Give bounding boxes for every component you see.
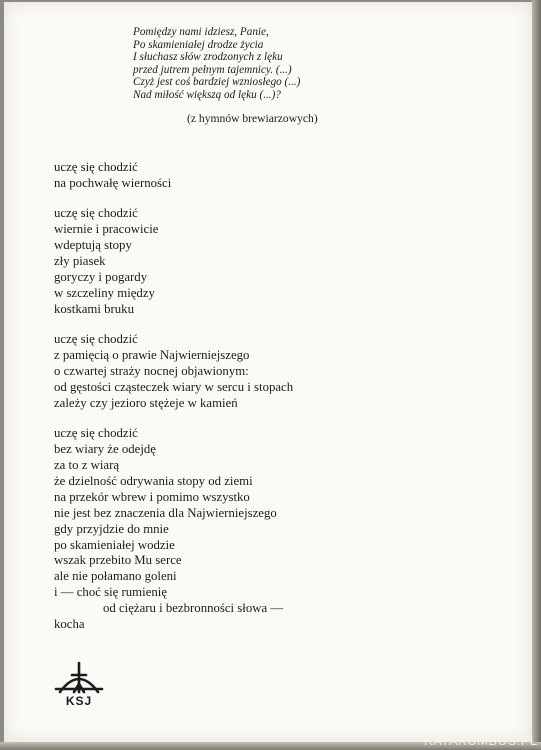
epigraph-line: I słuchasz słów zrodzonych z lęku bbox=[133, 51, 283, 64]
poem-line: goryczy i pogardy bbox=[54, 269, 148, 284]
poem-line: wiernie i pracowicie bbox=[54, 222, 159, 237]
poem-line: kocha bbox=[54, 617, 85, 632]
poem-line: od gęstości cząsteczek wiary w sercu i stopach bbox=[54, 379, 294, 394]
poem-line: że dzielność odrywania stopy od ziemi bbox=[54, 473, 253, 488]
poem-line: o czwartej straży nocnej objawionym: bbox=[54, 363, 249, 378]
poem-stanza bbox=[54, 426, 293, 633]
poem-line: bez wiary że odejdę bbox=[54, 442, 156, 457]
poem-line: nie jest bez znaczenia dla Najwierniejszego bbox=[54, 505, 277, 520]
epigraph bbox=[133, 26, 300, 102]
epigraph-source: (z hymnów brewiarzowych) bbox=[187, 112, 318, 125]
poem-line: wdeptują stopy bbox=[54, 238, 132, 253]
poem-line: po skamieniałej wodzie bbox=[54, 537, 175, 552]
publisher-logo-text: KSJ bbox=[65, 694, 93, 708]
poem-line: od ciężaru i bezbronności słowa — bbox=[103, 601, 284, 616]
page-edge-right bbox=[532, 0, 541, 750]
poem-line: uczę się chodzić bbox=[54, 332, 138, 347]
poem-line: kostkami bruku bbox=[54, 301, 134, 316]
epigraph-line: przed jutrem pełnym tajemnicy. (...) bbox=[133, 63, 292, 76]
poem-stanza bbox=[54, 206, 293, 317]
poem-line: wszak przebito Mu serce bbox=[54, 553, 182, 568]
epigraph-line: Czyż jest coś bardziej wzniosłego (...) bbox=[133, 76, 301, 89]
poem-line: zależy czy jezioro stężeje w kamień bbox=[54, 395, 238, 410]
epigraph-line: Pomiędzy nami idziesz, Panie, bbox=[133, 26, 269, 38]
poem-line: za to z wiarą bbox=[54, 458, 120, 472]
poem-line: zły piasek bbox=[54, 254, 106, 269]
poem-line: i — choć się rumienię bbox=[54, 585, 168, 600]
poem-line: uczę się chodzić bbox=[54, 206, 138, 221]
poem-line: z pamięcią o prawie Najwierniejszego bbox=[54, 348, 250, 363]
watermark: KATAKUMBUS.PL bbox=[424, 733, 538, 748]
epigraph-line: Po skamieniałej drodze życia bbox=[133, 38, 264, 51]
epigraph-line: Nad miłość większą od lęku (...)? bbox=[133, 88, 281, 101]
poem-line: uczę się chodzić bbox=[54, 426, 138, 441]
ksj-cross-logo-icon bbox=[52, 660, 106, 696]
poem-line: na pochwałę wierności bbox=[54, 175, 172, 190]
poem-line: w szczeliny między bbox=[54, 285, 155, 300]
poem-body bbox=[54, 160, 293, 647]
poem-line: gdy przyjdzie do mnie bbox=[54, 521, 169, 536]
poem-line: uczę się chodzić bbox=[54, 160, 138, 174]
publisher-logo bbox=[52, 660, 106, 712]
poem-line: ale nie połamano goleni bbox=[54, 569, 177, 584]
poem-stanza bbox=[54, 160, 293, 192]
poem-line: na przekór wbrew i pomimo wszystko bbox=[54, 489, 250, 504]
poem-stanza bbox=[54, 332, 293, 412]
